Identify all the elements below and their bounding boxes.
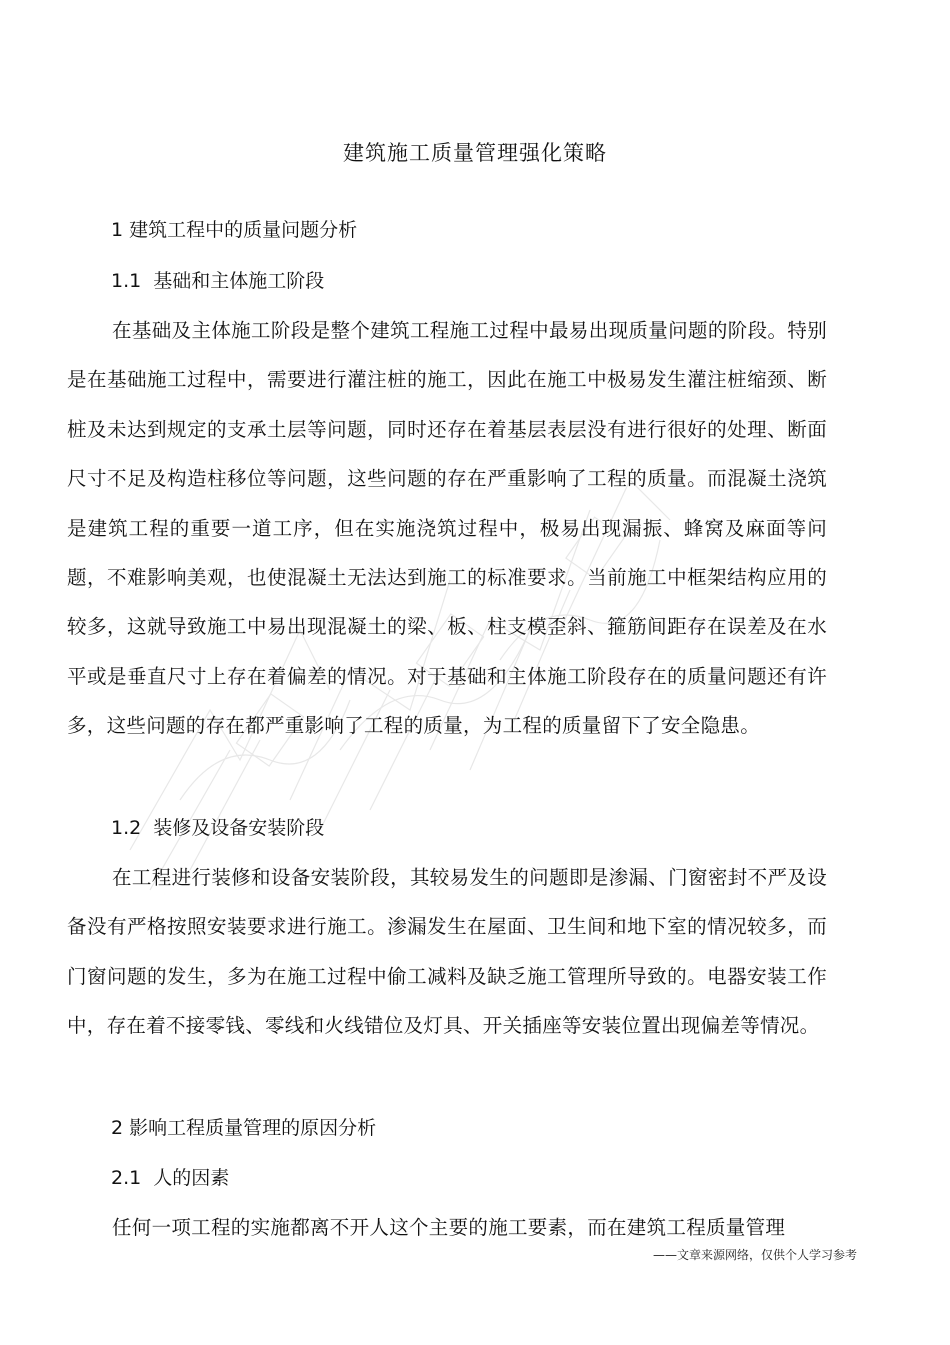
- paragraph-1-2: 在工程进行装修和设备安装阶段，其较易发生的问题即是渗漏、门窗密封不严及设备没有严格按照安装要求进行施工。渗漏发生在屋面、卫生间和地下室的情况较多，而门窗问题的发生，多为在施工过程中偷工减料及缺乏施工管理所导致的。电器安装工作中，存在着不接零钱、零线和火线错位及灯具、开关插座等安装位置出现偏差等情况。: [67, 866, 827, 1038]
- section-heading-2: 2 影响工程质量管理的原因分析: [111, 1117, 377, 1139]
- source-footnote: ——文章来源网络，仅供个人学习参考: [652, 1248, 857, 1262]
- subsection-heading-2-1: 2.1 人的因素: [111, 1167, 230, 1189]
- paragraph-1-1: 在基础及主体施工阶段是整个建筑工程施工过程中最易出现质量问题的阶段。特别是在基础施工过程中，需要进行灌注桩的施工，因此在施工中极易发生灌注桩缩颈、断桩及未达到规定的支承土层等问题，同时还存在着基层表层没有进行很好的处理、断面尺寸不足及构造柱移位等问题，这些问题的存在严重影响了工程的质量。而混凝土浇筑是建筑工程的重要一道工序，但在实施浇筑过程中，极易出现漏振、蜂窝及麻面等问题，不难影响美观，也使混凝土无法达到施工的标准要求。当前施工中框架结构应用的较多，这就导致施工中易出现混凝土的梁、板、柱支模歪斜、箍筋间距存在误差及在水平或是垂直尺寸上存在着偏差的情况。对于基础和主体施工阶段存在的质量问题还有许多，这些问题的存在都严重影响了工程的质量，为工程的质量留下了安全隐患。: [67, 319, 827, 738]
- subsection-heading-1-1: 1.1 基础和主体施工阶段: [111, 270, 325, 292]
- paragraph-2-1: 任何一项工程的实施都离不开人这个主要的施工要素，而在建筑工程质量管理: [112, 1216, 786, 1239]
- section-heading-1: 1 建筑工程中的质量问题分析: [111, 219, 358, 241]
- document-title: 建筑施工质量管理强化策略: [343, 141, 607, 165]
- subsection-heading-1-2: 1.2 装修及设备安装阶段: [111, 817, 325, 839]
